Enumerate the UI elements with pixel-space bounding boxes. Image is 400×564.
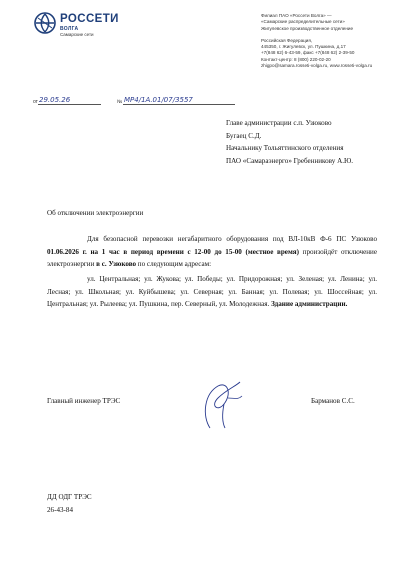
footer-contact [47, 491, 92, 516]
addressee-line: Начальнику Тольяттинского отделения [226, 144, 344, 153]
logo-brand-sub2: Самарские сети [60, 32, 94, 37]
email-web-line: zhigpo@samara.rosseti-volga.ru, www.rosseti-volga.ru [261, 63, 373, 69]
handwritten-signature [188, 376, 258, 436]
address-line: 445350, г. Жигулевск, ул. Пушкина, д.17 [261, 44, 346, 50]
outgoing-reference [33, 96, 233, 108]
number-underline [123, 104, 235, 105]
body-paragraph-2 [47, 273, 377, 311]
date-underline [38, 104, 101, 105]
body-text: Для безопасной перевозки негабаритного оборудования под ВЛ-10кВ Ф-6 ПС Узюково [87, 235, 377, 243]
addressee-line: Бугаец С.Д. [226, 131, 262, 140]
date-label: от [33, 99, 38, 105]
org-line: Филиал ПАО «Россети Волга» — [261, 13, 332, 18]
company-logo [34, 10, 144, 40]
letter-subject: Об отключении электроэнергии [47, 209, 144, 217]
org-details [261, 13, 396, 69]
outage-time: 01.06.2026 г. на 1 час в период времени с 12-00 до 15-00 (местное время) [47, 247, 299, 256]
number-value: МР4/1А.01/07/3557 [124, 96, 193, 104]
body-text: по следующим адресам: [136, 260, 212, 269]
rosseti-logo-icon [34, 12, 56, 34]
org-line: «Самарские распределительные сети» [261, 19, 345, 25]
admin-building: Здание администрации. [271, 300, 348, 309]
body-text: произойдёт отключение электроэнергии [47, 247, 377, 269]
date-value: 29.05.26 [39, 96, 71, 104]
number-label: № [117, 99, 123, 105]
org-line: Жигулевское производственное отделение [261, 25, 354, 31]
outage-location: в с. Узюково [96, 260, 137, 269]
logo-brand-sub: ВОЛГА [60, 26, 79, 32]
signatory-name: Барманов С.С. [311, 397, 355, 405]
footer-phone: 26-43-84 [47, 505, 74, 514]
addressee-line: ПАО «Самараэнерго» Гребенникову А.Ю. [226, 157, 354, 166]
addressee-block [226, 117, 396, 168]
address-line: Российская Федерация, [261, 37, 313, 43]
street-list: ул. Центральная; ул. Жукова; ул. Победы; ул. Придорожная; ул. Зеленая; ул. Ленина; ул. Лесная; ул. Школьная; ул. Куйбышева; ул. Северная; ул. Банная; ул. Полевая; ул. Шоссейная; ул. Центральная; ул. Рылеева; ул. Пушкина, пер. Северный, ул. Молодежная. [47, 275, 377, 309]
addressee-line: Главе администрации с.п. Узюково [226, 119, 332, 127]
logo-brand-name: РОССЕТИ [60, 13, 119, 25]
signatory-title: Главный инженер ТРЭС [47, 397, 121, 405]
contact-center-line: Контакт-центр: 8 (800) 220-02-20 [261, 56, 331, 62]
footer-dept: ДД ОДГ ТРЭС [47, 493, 92, 501]
phone-line: +7(848 62) 6-43-59, факс +7(848 62) 2-39-50 [261, 50, 355, 56]
body-paragraph-1 [47, 233, 377, 271]
